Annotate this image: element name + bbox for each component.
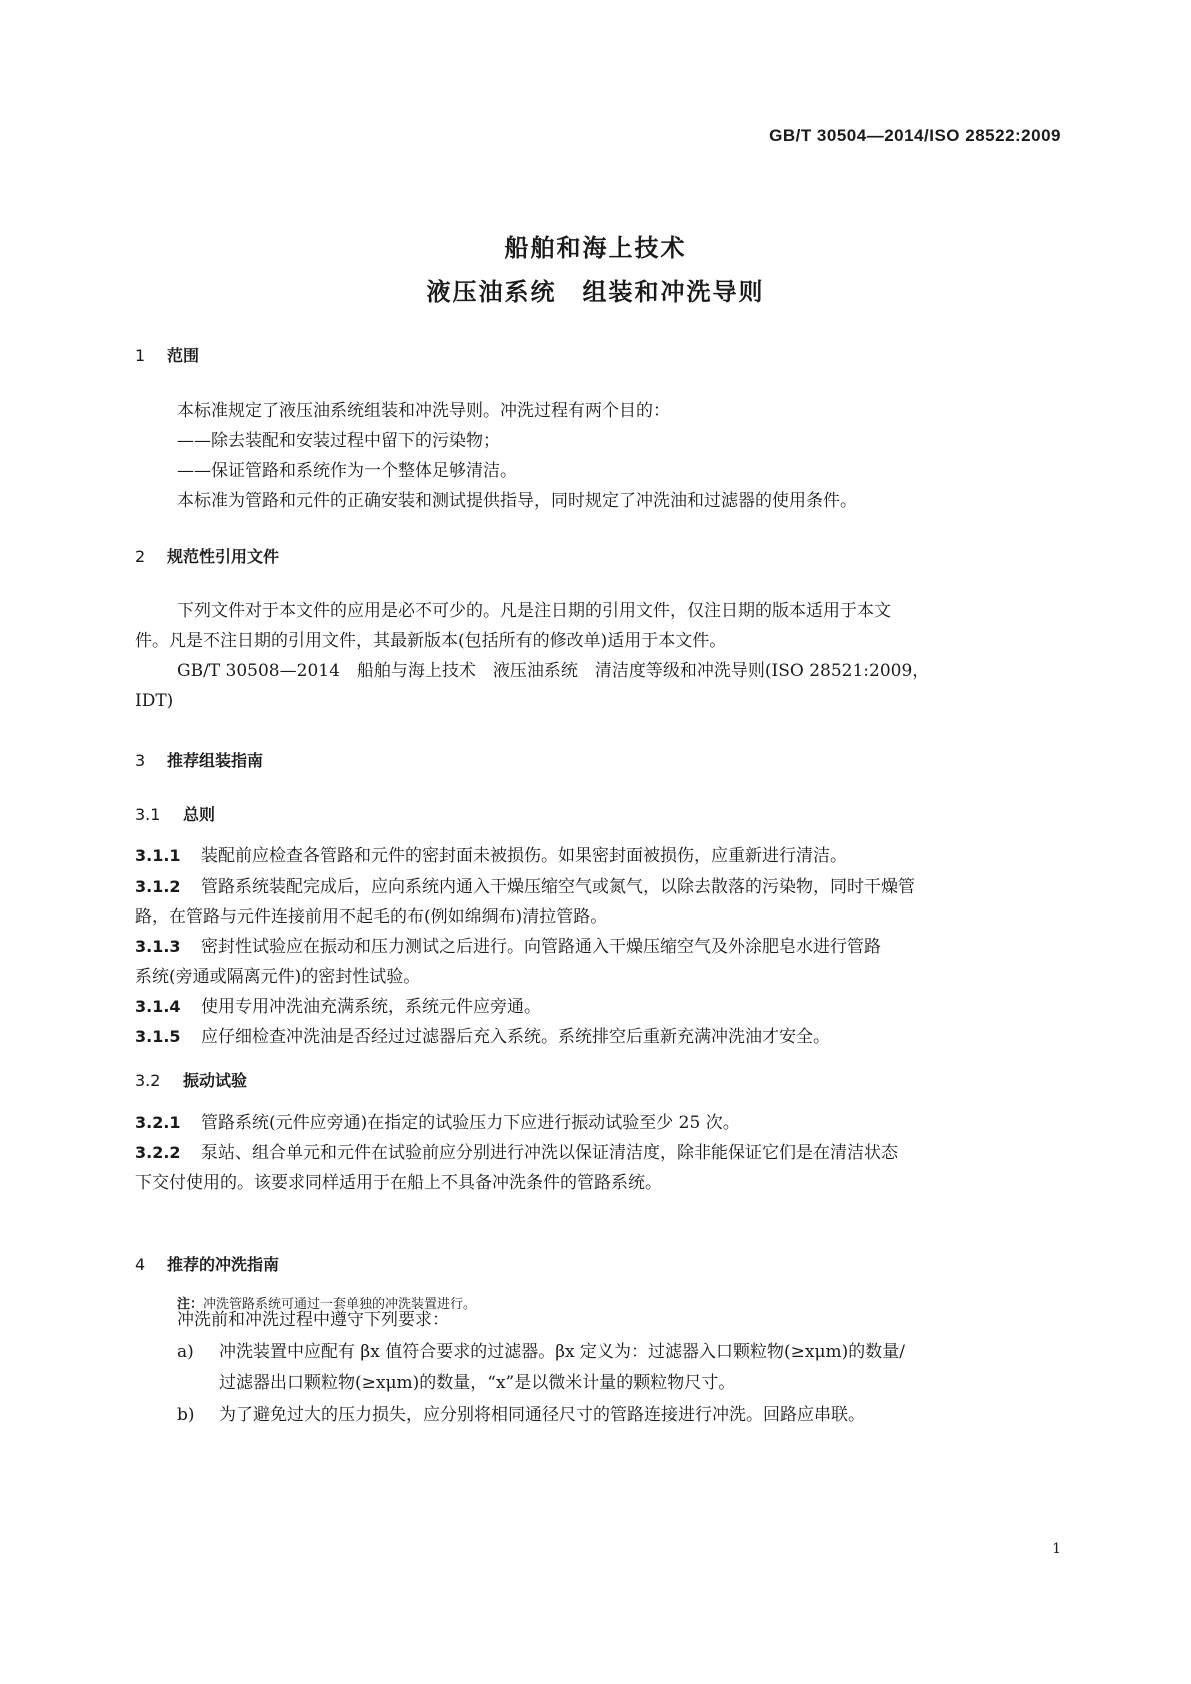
list-item-continuation: 过滤器出口颗粒物(≥xμm)的数量，“x”是以微米计量的颗粒物尺寸。 [219, 1373, 736, 1393]
section-4-heading [135, 1252, 279, 1275]
page-number: 1 [1052, 1541, 1061, 1557]
subsection-3-2-heading [135, 1068, 247, 1091]
clause-3-1-3 [135, 932, 881, 962]
section-number: 2 [135, 547, 146, 566]
standard-code: GB/T 30504—2014/ISO 28522:2009 [769, 126, 1061, 145]
clause-3-1-4 [135, 992, 541, 1022]
section-title: 推荐的冲洗指南 [167, 1255, 280, 1274]
clause-text: 应仔细检查冲洗油是否经过过滤器后充入系统。系统排空后重新充满冲洗油才安全。 [201, 1027, 830, 1047]
section-number: 1 [135, 346, 146, 365]
clause-number: 3.1.5 [135, 1027, 181, 1046]
section-title: 规范性引用文件 [167, 547, 280, 566]
section-number: 3 [135, 751, 146, 770]
subsection-number: 3.1 [135, 805, 161, 824]
clause-continuation: 系统(旁通或隔离元件)的密封性试验。 [135, 967, 421, 987]
section-title: 范围 [167, 346, 200, 365]
section-2-heading [135, 544, 279, 567]
list-item-text: 为了避免过大的压力损失，应分别将相同通径尺寸的管路连接进行冲洗。回路应串联。 [219, 1405, 865, 1425]
paragraph: 本标准为管路和元件的正确安装和测试提供指导，同时规定了冲洗油和过滤器的使用条件。 [177, 491, 857, 511]
clause-text: 装配前应检查各管路和元件的密封面未被损伤。如果密封面被损伤，应重新进行清洁。 [201, 846, 847, 866]
subsection-title: 总则 [183, 805, 216, 824]
clause-3-1-1 [135, 841, 847, 871]
paragraph: 本标准规定了液压油系统组装和冲洗导则。冲洗过程有两个目的： [177, 401, 670, 421]
clause-number: 3.1.4 [135, 997, 181, 1016]
dash-item: ——保证管路和系统作为一个整体足够清洁。 [177, 461, 517, 481]
paragraph-line: 件。凡是不注日期的引用文件，其最新版本(包括所有的修改单)适用于本文件。 [135, 631, 727, 651]
clause-number: 3.1.1 [135, 846, 181, 865]
clause-number: 3.1.2 [135, 877, 181, 896]
list-item-a [177, 1337, 905, 1367]
subsection-number: 3.2 [135, 1071, 161, 1090]
section-title: 推荐组装指南 [167, 751, 264, 770]
document-title-line2: 液压油系统 组装和冲洗导则 [426, 278, 765, 306]
reference-line: GB/T 30508—2014 船舶与海上技术 液压油系统 清洁度等级和冲洗导则(ISO 28521:2009， [177, 661, 930, 681]
note-text: 冲洗管路系统可通过一套单独的冲洗装置进行。 [203, 1297, 477, 1312]
clause-text: 泵站、组合单元和元件在试验前应分别进行冲洗以保证清洁度，除非能保证它们是在清洁状态 [201, 1143, 898, 1163]
clause-continuation: 路，在管路与元件连接前用不起毛的布(例如绵绸布)清拉管路。 [135, 907, 608, 927]
list-marker: b) [177, 1405, 195, 1425]
paragraph-line: 下列文件对于本文件的应用是必不可少的。凡是注日期的引用文件，仅注日期的版本适用于本文 [177, 601, 891, 621]
clause-number: 3.2.2 [135, 1143, 181, 1162]
list-item-text: 冲洗装置中应配有 βx 值符合要求的过滤器。βx 定义为：过滤器入口颗粒物(≥xμm)的数量/ [219, 1342, 906, 1362]
dash-item: ——除去装配和安装过程中留下的污染物； [177, 431, 500, 451]
subsection-3-1-heading [135, 802, 215, 825]
reference-line: IDT) [135, 691, 174, 711]
clause-3-2-1 [135, 1108, 740, 1138]
list-item-b [177, 1400, 865, 1430]
section-number: 4 [135, 1255, 146, 1274]
clause-number: 3.1.3 [135, 937, 181, 956]
clause-number: 3.2.1 [135, 1113, 181, 1132]
document-title-line1: 船舶和海上技术 [504, 234, 687, 262]
clause-3-1-2 [135, 872, 915, 902]
clause-text: 密封性试验应在振动和压力测试之后进行。向管路通入干燥压缩空气及外涂肥皂水进行管路 [201, 937, 881, 957]
section-1-heading [135, 343, 199, 366]
clause-text: 使用专用冲洗油充满系统，系统元件应旁通。 [201, 997, 541, 1017]
note-label: 注： [177, 1297, 204, 1312]
paragraph: 冲洗前和冲洗过程中遵守下列要求： [177, 1310, 449, 1330]
list-marker: a) [177, 1342, 194, 1362]
clause-text: 管路系统(元件应旁通)在指定的试验压力下应进行振动试验至少 25 次。 [201, 1113, 740, 1133]
section-3-heading [135, 748, 263, 771]
subsection-title: 振动试验 [183, 1071, 248, 1090]
clause-text: 管路系统装配完成后，应向系统内通入干燥压缩空气或氮气，以除去散落的污染物，同时干燥管 [201, 877, 915, 897]
clause-3-2-2 [135, 1138, 898, 1168]
clause-continuation: 下交付使用的。该要求同样适用于在船上不具备冲洗条件的管路系统。 [135, 1173, 662, 1193]
clause-3-1-5 [135, 1022, 830, 1052]
